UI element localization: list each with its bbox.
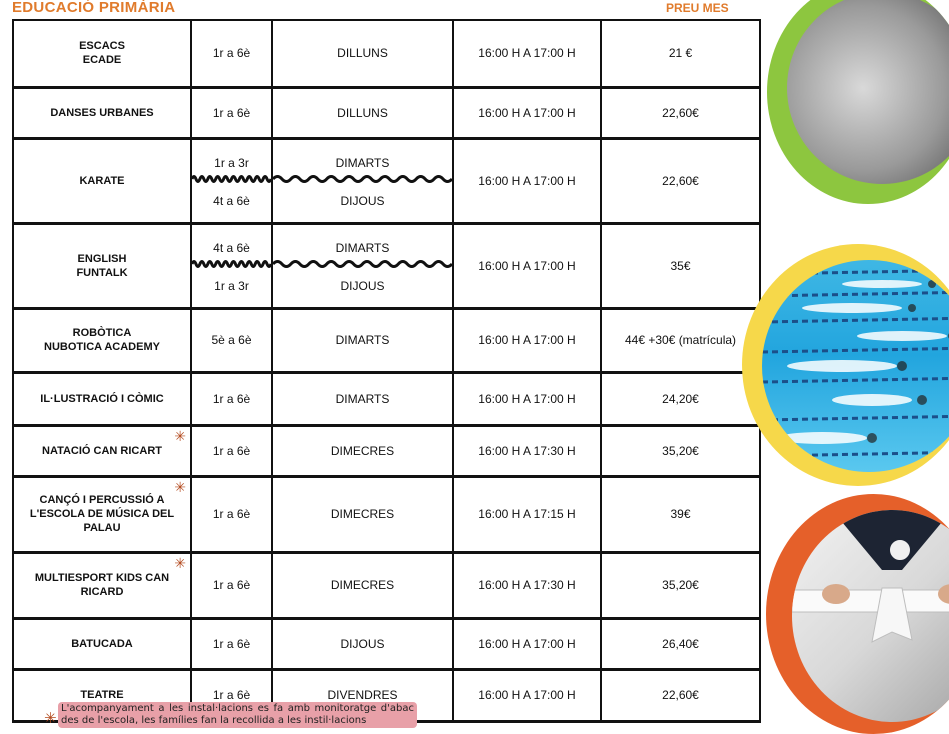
activity-name [14,493,190,535]
activity-name-line: IL·LUSTRACIÓ I CÒMIC [40,392,164,405]
karate-belt-image [792,510,949,722]
price-cell: 26,40€ [601,618,760,669]
activity-name-line: NATACIÓ CAN RICART [42,444,162,457]
activity-name-line: FUNTALK [76,266,128,279]
day-cell: DIJOUS [272,618,453,669]
course-cell: 1r a 6è [191,425,272,476]
day-cell: DIVENDRES [272,669,453,721]
course-group-a: 1r a 3r [214,155,249,170]
footnote-asterisk-icon: ✳ [44,710,57,727]
day-cell [272,138,453,223]
activity-name-line: DANSES URBANES [50,106,154,119]
time-cell: 16:00 H A 17:00 H [453,138,601,223]
price-column-label: PREU MES [666,1,729,15]
course-cell [191,223,272,308]
day-cell: DILLUNS [272,20,453,87]
activity-cell [13,20,191,87]
table-row [13,476,760,552]
course-split [192,225,271,307]
swimming-photo-circle [742,244,949,486]
footnote: L'acompanyament a les instal·lacions es fa amb monitoratge d'abac des de l'escola, les famílies fan la recollida a les instil·lacions [58,702,417,728]
day-b: DIJOUS [340,278,385,293]
day-split [273,140,452,222]
course-cell: 1r a 6è [191,669,272,721]
activity-cell [13,618,191,669]
price-cell: 24,20€ [601,372,760,425]
wavy-divider [273,174,452,184]
time-cell: 16:00 H A 17:00 H [453,669,601,721]
time-cell: 16:00 H A 17:15 H [453,476,601,552]
table-row [13,223,760,308]
activity-cell [13,308,191,372]
karate-photo-circle [766,494,949,734]
day-a: DIMARTS [335,240,390,255]
day-a: DIMARTS [335,155,390,170]
activity-name [14,106,190,120]
day-split [273,225,452,307]
course-cell: 1r a 6è [191,476,272,552]
day-cell: DILLUNS [272,87,453,138]
chess-photo-circle [767,0,949,204]
course-cell [191,138,272,223]
activity-name [14,392,190,406]
price-cell: 44€ +30€ (matrícula) [601,308,760,372]
price-cell: 39€ [601,476,760,552]
activity-cell [13,87,191,138]
activity-cell [13,223,191,308]
table-row [13,138,760,223]
wavy-divider [192,174,271,184]
page-title: EDUCACIÓ PRIMÀRIA [12,0,176,16]
activity-name-line: ESCACS [79,40,125,53]
swimming-pool-image [762,260,949,472]
course-cell: 1r a 6è [191,20,272,87]
price-cell: 22,60€ [601,87,760,138]
course-cell: 1r a 6è [191,552,272,618]
time-cell: 16:00 H A 17:00 H [453,618,601,669]
time-cell: 16:00 H A 17:00 H [453,372,601,425]
time-cell: 16:00 H A 17:00 H [453,87,601,138]
course-cell: 1r a 6è [191,372,272,425]
day-cell: DIMARTS [272,308,453,372]
activity-name [14,637,190,651]
table-row [13,20,760,87]
course-split [192,140,271,222]
activity-name-line: PALAU [83,522,121,534]
activity-cell [13,138,191,223]
table-row [13,425,760,476]
activity-name-line: RICARD [80,586,124,598]
activity-name-line: CANÇÓ I PERCUSSIÓ A [39,494,165,506]
table-row [13,552,760,618]
activity-name-line: KARATE [79,174,125,187]
chess-drawing-image [787,0,949,184]
activity-cell [13,552,191,618]
activity-name-line: ROBÒTICA [72,327,132,339]
time-cell: 16:00 H A 17:00 H [453,223,601,308]
activity-name [14,174,190,188]
day-cell: DIMECRES [272,552,453,618]
course-group-b: 4t a 6è [213,193,250,208]
schedule-table [12,19,761,723]
activity-cell [13,372,191,425]
asterisk-icon: ✳ [174,478,186,495]
price-cell: 35,20€ [601,425,760,476]
activity-name [14,252,190,280]
activity-name-line: L'ESCOLA DE MÚSICA DEL [29,508,175,520]
price-cell: 22,60€ [601,669,760,721]
day-cell [272,223,453,308]
activity-name-line: NUBOTICA ACADEMY [44,341,160,353]
activity-name-line: ENGLISH [77,252,127,265]
activity-cell [13,476,191,552]
table-row [13,308,760,372]
activity-name-line: BATUCADA [71,637,133,650]
activity-name [14,688,190,702]
activity-name [14,571,190,599]
course-group-b: 1r a 3r [214,278,249,293]
course-cell: 1r a 6è [191,87,272,138]
time-cell: 16:00 H A 17:00 H [453,308,601,372]
day-b: DIJOUS [340,193,385,208]
activity-name-line: TEATRE [80,689,124,701]
price-cell: 22,60€ [601,138,760,223]
day-cell: DIMARTS [272,372,453,425]
table-row [13,372,760,425]
activity-name [14,39,190,67]
course-cell: 5è a 6è [191,308,272,372]
wavy-divider [192,259,271,269]
wavy-divider [273,259,452,269]
activity-name-line: ECADE [82,54,122,67]
asterisk-icon: ✳ [174,554,186,571]
table-row [13,87,760,138]
time-cell: 16:00 H A 17:30 H [453,425,601,476]
asterisk-icon: ✳ [174,427,186,444]
price-cell: 35€ [601,223,760,308]
course-group-a: 4t a 6è [213,240,250,255]
time-cell: 16:00 H A 17:00 H [453,20,601,87]
table-row [13,618,760,669]
activity-name [14,444,190,458]
price-cell: 21 € [601,20,760,87]
day-cell: DIMECRES [272,476,453,552]
time-cell: 16:00 H A 17:30 H [453,552,601,618]
course-cell: 1r a 6è [191,618,272,669]
activity-name-line: MULTIESPORT KIDS CAN [34,572,170,584]
activity-name [14,326,190,354]
price-cell: 35,20€ [601,552,760,618]
day-cell: DIMECRES [272,425,453,476]
activity-cell [13,425,191,476]
